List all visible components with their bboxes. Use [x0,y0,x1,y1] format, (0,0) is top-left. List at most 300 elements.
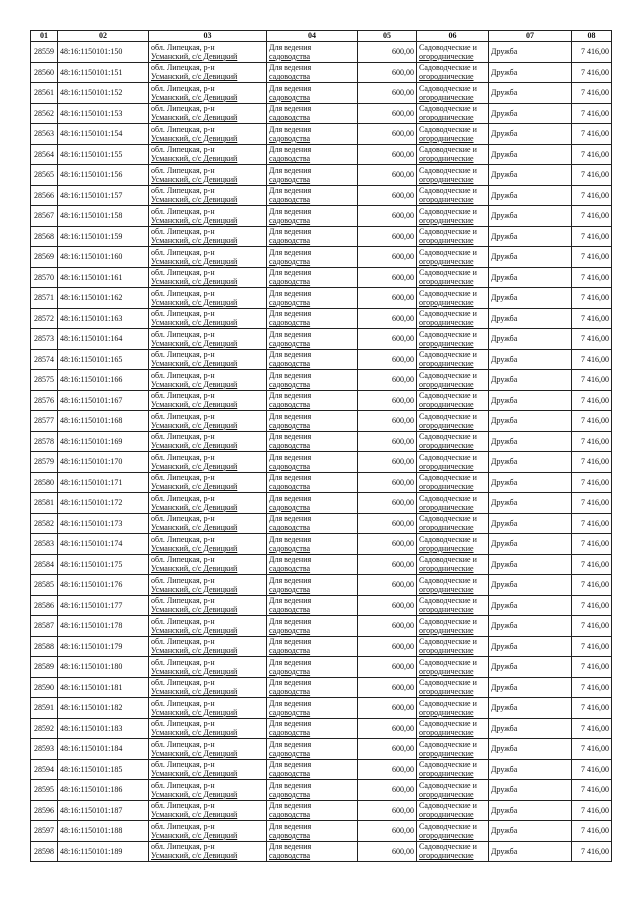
land-category-cell-line-1: Садоводческие и [419,801,477,811]
address-cell-line-1: обл. Липецкая, р-н [151,268,215,278]
address-cell-line-1: обл. Липецкая, р-н [151,575,215,585]
address-cell-line-2: Усманский, с/с Девицкий [151,605,238,615]
address-cell [149,165,267,186]
cadastral-value-cell: 7 416,00 [572,718,612,739]
cadastral-value-cell: 7 416,00 [572,513,612,534]
purpose-cell [267,226,358,247]
purpose-cell [267,329,358,350]
cadastral-number-cell: 48:16:1150101:180 [58,657,149,678]
address-cell-line-1: обл. Липецкая, р-н [151,63,215,73]
land-category-cell [417,821,489,842]
purpose-cell [267,62,358,83]
cadastral-number-cell: 48:16:1150101:162 [58,288,149,309]
cadastral-number-cell: 48:16:1150101:167 [58,390,149,411]
record-number-cell: 28598 [31,841,58,862]
address-cell [149,206,267,227]
area-cell: 600,00 [358,206,417,227]
address-cell [149,493,267,514]
land-category-cell-line-2: огороднические [419,113,474,123]
address-cell [149,329,267,350]
purpose-cell-line-2: садоводства [269,379,311,389]
cadastral-value-cell: 7 416,00 [572,657,612,678]
area-cell: 600,00 [358,739,417,760]
purpose-cell [267,698,358,719]
purpose-cell-line-2: садоводства [269,810,311,820]
purpose-cell-line-1: Для ведения [269,247,312,257]
address-cell [149,452,267,473]
table-row [31,452,612,473]
area-cell: 600,00 [358,103,417,124]
land-category-cell-line-1: Садоводческие и [419,473,477,483]
area-cell: 600,00 [358,780,417,801]
address-cell [149,575,267,596]
address-cell [149,308,267,329]
cadastral-value-cell: 7 416,00 [572,288,612,309]
table-row [31,821,612,842]
purpose-cell-line-1: Для ведения [269,227,312,237]
purpose-cell [267,431,358,452]
address-cell-line-1: обл. Липецкая, р-н [151,780,215,790]
purpose-cell-line-1: Для ведения [269,329,312,339]
land-category-cell [417,103,489,124]
area-cell: 600,00 [358,821,417,842]
cadastral-value-cell: 7 416,00 [572,329,612,350]
record-number-cell: 28583 [31,534,58,555]
land-category-cell-line-2: огороднические [419,297,474,307]
land-category-cell [417,493,489,514]
table-row [31,267,612,288]
purpose-cell-line-1: Для ведения [269,186,312,196]
address-cell-line-2: Усманский, с/с Девицкий [151,461,238,471]
purpose-cell-line-1: Для ведения [269,555,312,565]
address-cell [149,821,267,842]
land-category-cell-line-2: огороднические [419,359,474,369]
address-cell [149,62,267,83]
land-category-cell-line-1: Садоводческие и [419,268,477,278]
record-number-cell: 28590 [31,677,58,698]
land-category-cell-line-2: огороднические [419,605,474,615]
address-cell [149,759,267,780]
purpose-cell-line-2: садоводства [269,461,311,471]
table-row [31,616,612,637]
land-category-cell [417,554,489,575]
purpose-cell [267,718,358,739]
address-cell-line-2: Усманский, с/с Девицкий [151,359,238,369]
purpose-cell-line-2: садоводства [269,543,311,553]
land-category-cell-line-1: Садоводческие и [419,186,477,196]
record-number-cell: 28573 [31,329,58,350]
association-name-cell: Дружба [489,288,572,309]
address-cell-line-1: обл. Липецкая, р-н [151,124,215,134]
address-cell-line-1: обл. Липецкая, р-н [151,247,215,257]
cadastral-value-cell: 7 416,00 [572,595,612,616]
land-category-cell-line-2: огороднические [419,584,474,594]
cadastral-value-cell: 7 416,00 [572,616,612,637]
record-number-cell: 28581 [31,493,58,514]
address-cell-line-2: Усманский, с/с Девицкий [151,646,238,656]
record-number-cell: 28567 [31,206,58,227]
cadastral-number-cell: 48:16:1150101:185 [58,759,149,780]
cadastral-number-cell: 48:16:1150101:154 [58,124,149,145]
record-number-cell: 28585 [31,575,58,596]
land-category-cell [417,431,489,452]
record-number-cell: 28591 [31,698,58,719]
association-name-cell: Дружба [489,390,572,411]
land-category-cell-line-2: огороднические [419,789,474,799]
address-cell [149,83,267,104]
association-name-cell: Дружба [489,452,572,473]
record-number-cell: 28565 [31,165,58,186]
land-category-cell [417,698,489,719]
land-category-cell-line-2: огороднические [419,195,474,205]
table-row [31,513,612,534]
purpose-cell [267,267,358,288]
table-row [31,575,612,596]
land-category-cell-line-1: Садоводческие и [419,678,477,688]
purpose-cell [267,759,358,780]
table-row [31,206,612,227]
land-category-cell-line-1: Садоводческие и [419,165,477,175]
area-cell: 600,00 [358,841,417,862]
cadastral-value-cell: 7 416,00 [572,349,612,370]
record-number-cell: 28594 [31,759,58,780]
address-cell-line-1: обл. Липецкая, р-н [151,842,215,852]
column-header-04: 04 [267,31,358,42]
purpose-cell-line-1: Для ведения [269,63,312,73]
land-category-cell-line-1: Садоводческие и [419,698,477,708]
land-category-cell [417,472,489,493]
purpose-cell-line-2: садоводства [269,482,311,492]
purpose-cell [267,493,358,514]
record-number-cell: 28580 [31,472,58,493]
purpose-cell-line-2: садоводства [269,564,311,574]
association-name-cell: Дружба [489,575,572,596]
record-number-cell: 28589 [31,657,58,678]
land-category-cell-line-2: огороднические [419,174,474,184]
table-row [31,554,612,575]
cadastral-number-cell: 48:16:1150101:150 [58,42,149,63]
address-cell [149,677,267,698]
land-category-cell-line-2: огороднические [419,687,474,697]
purpose-cell [267,349,358,370]
purpose-cell [267,165,358,186]
address-cell-line-2: Усманский, с/с Девицкий [151,72,238,82]
association-name-cell: Дружба [489,841,572,862]
purpose-cell-line-1: Для ведения [269,411,312,421]
area-cell: 600,00 [358,534,417,555]
area-cell: 600,00 [358,390,417,411]
purpose-cell-line-2: садоводства [269,318,311,328]
purpose-cell [267,452,358,473]
cadastral-value-cell: 7 416,00 [572,267,612,288]
purpose-cell-line-2: садоводства [269,236,311,246]
land-register-table [30,30,612,862]
table-row [31,534,612,555]
address-cell-line-1: обл. Липецкая, р-н [151,288,215,298]
cadastral-value-cell: 7 416,00 [572,739,612,760]
land-category-cell [417,308,489,329]
land-category-cell-line-1: Садоводческие и [419,452,477,462]
area-cell: 600,00 [358,677,417,698]
purpose-cell-line-2: садоводства [269,748,311,758]
purpose-cell [267,144,358,165]
address-cell-line-2: Усманский, с/с Девицкий [151,113,238,123]
land-category-cell-line-2: огороднические [419,92,474,102]
land-category-cell [417,83,489,104]
association-name-cell: Дружба [489,103,572,124]
purpose-cell-line-2: садоводства [269,687,311,697]
purpose-cell-line-1: Для ведения [269,616,312,626]
address-cell-line-2: Усманский, с/с Девицкий [151,482,238,492]
cadastral-number-cell: 48:16:1150101:173 [58,513,149,534]
land-category-cell-line-1: Садоводческие и [419,555,477,565]
land-category-cell-line-2: огороднические [419,482,474,492]
land-category-cell [417,267,489,288]
address-cell [149,472,267,493]
address-cell [149,390,267,411]
area-cell: 600,00 [358,718,417,739]
purpose-cell [267,780,358,801]
area-cell: 600,00 [358,267,417,288]
purpose-cell-line-2: садоводства [269,113,311,123]
land-category-cell-line-2: огороднические [419,236,474,246]
purpose-cell-line-1: Для ведения [269,842,312,852]
address-cell-line-2: Усманский, с/с Девицкий [151,584,238,594]
purpose-cell [267,124,358,145]
association-name-cell: Дружба [489,616,572,637]
purpose-cell-line-1: Для ведения [269,780,312,790]
address-cell-line-2: Усманский, с/с Девицкий [151,51,238,61]
purpose-cell-line-2: садоводства [269,728,311,738]
association-name-cell: Дружба [489,534,572,555]
purpose-cell-line-2: садоводства [269,174,311,184]
table-row [31,370,612,391]
cadastral-value-cell: 7 416,00 [572,62,612,83]
table-row [31,329,612,350]
cadastral-number-cell: 48:16:1150101:179 [58,636,149,657]
association-name-cell: Дружба [489,83,572,104]
land-category-cell [417,124,489,145]
cadastral-number-cell: 48:16:1150101:188 [58,821,149,842]
association-name-cell: Дружба [489,185,572,206]
table-row [31,144,612,165]
land-category-cell-line-1: Садоводческие и [419,42,477,52]
purpose-cell-line-1: Для ведения [269,678,312,688]
address-cell [149,185,267,206]
area-cell: 600,00 [358,513,417,534]
address-cell-line-2: Усманский, с/с Девицкий [151,174,238,184]
purpose-cell-line-1: Для ведения [269,124,312,134]
address-cell-line-2: Усманский, с/с Девицкий [151,502,238,512]
table-row [31,698,612,719]
address-cell-line-1: обл. Липецкая, р-н [151,821,215,831]
cadastral-number-cell: 48:16:1150101:169 [58,431,149,452]
address-cell-line-2: Усманский, с/с Девицкий [151,625,238,635]
purpose-cell-line-2: садоводства [269,297,311,307]
purpose-cell [267,636,358,657]
address-cell [149,42,267,63]
purpose-cell-line-2: садоводства [269,359,311,369]
land-category-cell-line-2: огороднические [419,769,474,779]
purpose-cell [267,677,358,698]
land-category-cell-line-1: Садоводческие и [419,145,477,155]
land-category-cell-line-1: Садоводческие и [419,83,477,93]
land-category-cell-line-1: Садоводческие и [419,493,477,503]
land-category-cell [417,657,489,678]
association-name-cell: Дружба [489,657,572,678]
table-row [31,124,612,145]
land-category-cell-line-1: Садоводческие и [419,534,477,544]
land-category-cell [417,165,489,186]
table-row [31,226,612,247]
record-number-cell: 28588 [31,636,58,657]
address-cell [149,616,267,637]
land-category-cell-line-1: Садоводческие и [419,637,477,647]
purpose-cell-line-1: Для ведения [269,698,312,708]
table-row [31,718,612,739]
cadastral-number-cell: 48:16:1150101:178 [58,616,149,637]
land-category-cell-line-2: огороднические [419,461,474,471]
purpose-cell-line-2: садоводства [269,338,311,348]
area-cell: 600,00 [358,124,417,145]
table-row [31,42,612,63]
address-cell [149,841,267,862]
cadastral-number-cell: 48:16:1150101:170 [58,452,149,473]
table-row [31,247,612,268]
area-cell: 600,00 [358,636,417,657]
record-number-cell: 28575 [31,370,58,391]
table-row [31,595,612,616]
purpose-cell-line-1: Для ведения [269,821,312,831]
land-category-cell-line-1: Садоводческие и [419,616,477,626]
address-cell-line-2: Усманский, с/с Девицкий [151,338,238,348]
purpose-cell-line-2: садоводства [269,133,311,143]
record-number-cell: 28566 [31,185,58,206]
association-name-cell: Дружба [489,62,572,83]
association-name-cell: Дружба [489,554,572,575]
land-category-cell-line-2: огороднические [419,646,474,656]
purpose-cell [267,83,358,104]
address-cell-line-1: обл. Липецкая, р-н [151,534,215,544]
association-name-cell: Дружба [489,595,572,616]
cadastral-number-cell: 48:16:1150101:153 [58,103,149,124]
table-row [31,759,612,780]
area-cell: 600,00 [358,616,417,637]
land-category-cell-line-2: огороднические [419,277,474,287]
cadastral-number-cell: 48:16:1150101:155 [58,144,149,165]
address-cell-line-1: обл. Липецкая, р-н [151,637,215,647]
record-number-cell: 28582 [31,513,58,534]
purpose-cell-line-2: садоводства [269,51,311,61]
column-header-05: 05 [358,31,417,42]
land-category-cell-line-2: огороднические [419,564,474,574]
purpose-cell-line-1: Для ведения [269,83,312,93]
purpose-cell-line-1: Для ведения [269,104,312,114]
cadastral-value-cell: 7 416,00 [572,698,612,719]
address-cell-line-2: Усманский, с/с Девицкий [151,195,238,205]
address-cell-line-1: обл. Липецкая, р-н [151,801,215,811]
cadastral-number-cell: 48:16:1150101:172 [58,493,149,514]
address-cell [149,288,267,309]
cadastral-number-cell: 48:16:1150101:184 [58,739,149,760]
address-cell [149,247,267,268]
purpose-cell-line-1: Для ведения [269,514,312,524]
purpose-cell-line-2: садоводства [269,400,311,410]
purpose-cell-line-1: Для ведения [269,206,312,216]
land-category-cell-line-1: Садоводческие и [419,596,477,606]
area-cell: 600,00 [358,144,417,165]
address-cell [149,554,267,575]
address-cell-line-2: Усманский, с/с Девицкий [151,666,238,676]
address-cell-line-1: обл. Липецкая, р-н [151,165,215,175]
land-category-cell-line-2: огороднические [419,851,474,861]
land-category-cell [417,206,489,227]
area-cell: 600,00 [358,62,417,83]
table-row [31,780,612,801]
record-number-cell: 28561 [31,83,58,104]
association-name-cell: Дружба [489,226,572,247]
cadastral-number-cell: 48:16:1150101:186 [58,780,149,801]
address-cell [149,124,267,145]
cadastral-value-cell: 7 416,00 [572,841,612,862]
address-cell [149,595,267,616]
table-row [31,83,612,104]
record-number-cell: 28587 [31,616,58,637]
land-category-cell [417,349,489,370]
cadastral-number-cell: 48:16:1150101:187 [58,800,149,821]
association-name-cell: Дружба [489,472,572,493]
land-category-cell [417,42,489,63]
land-category-cell-line-2: огороднические [419,400,474,410]
land-category-cell [417,677,489,698]
purpose-cell-line-2: садоводства [269,154,311,164]
purpose-cell [267,42,358,63]
area-cell: 600,00 [358,472,417,493]
table-row [31,493,612,514]
purpose-cell-line-2: садоводства [269,215,311,225]
cadastral-number-cell: 48:16:1150101:156 [58,165,149,186]
address-cell-line-1: обл. Липецкая, р-н [151,145,215,155]
address-cell-line-2: Усманский, с/с Девицкий [151,543,238,553]
area-cell: 600,00 [358,698,417,719]
cadastral-value-cell: 7 416,00 [572,431,612,452]
address-cell-line-1: обл. Липецкая, р-н [151,206,215,216]
land-category-cell-line-1: Садоводческие и [419,350,477,360]
cadastral-value-cell: 7 416,00 [572,411,612,432]
address-cell-line-2: Усманский, с/с Девицкий [151,318,238,328]
purpose-cell-line-2: садоводства [269,195,311,205]
area-cell: 600,00 [358,370,417,391]
table-row [31,349,612,370]
land-category-cell-line-1: Садоводческие и [419,657,477,667]
cadastral-number-cell: 48:16:1150101:171 [58,472,149,493]
record-number-cell: 28562 [31,103,58,124]
address-cell-line-1: обл. Липецкая, р-н [151,370,215,380]
land-category-cell-line-1: Садоводческие и [419,63,477,73]
cadastral-value-cell: 7 416,00 [572,308,612,329]
purpose-cell-line-1: Для ведения [269,42,312,52]
cadastral-number-cell: 48:16:1150101:161 [58,267,149,288]
purpose-cell-line-1: Для ведения [269,473,312,483]
address-cell-line-2: Усманский, с/с Девицкий [151,133,238,143]
purpose-cell-line-2: садоводства [269,277,311,287]
area-cell: 600,00 [358,657,417,678]
record-number-cell: 28577 [31,411,58,432]
cadastral-number-cell: 48:16:1150101:168 [58,411,149,432]
purpose-cell [267,103,358,124]
record-number-cell: 28574 [31,349,58,370]
cadastral-value-cell: 7 416,00 [572,493,612,514]
